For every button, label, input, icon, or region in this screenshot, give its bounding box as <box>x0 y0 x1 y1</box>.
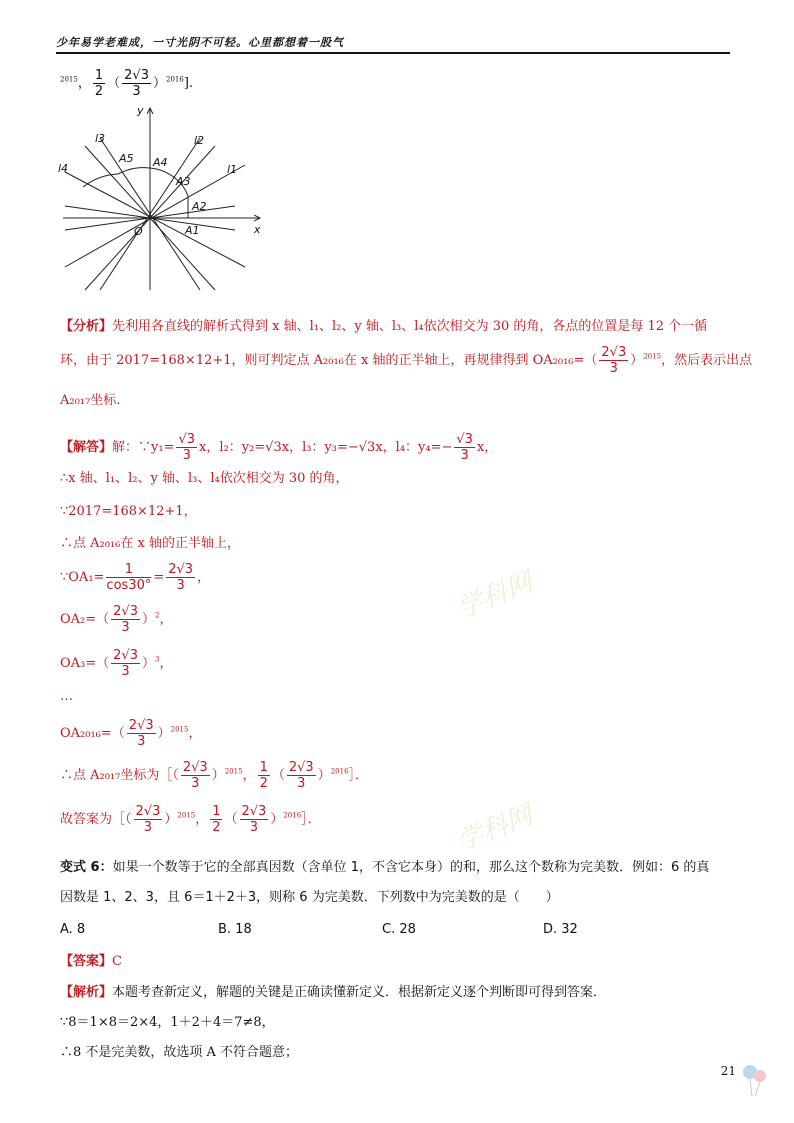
sol-text: ， <box>197 570 211 585</box>
label-l2: l2 <box>194 134 205 147</box>
analysis-line-2 <box>60 345 752 376</box>
page-header: 少年易学老难成，一寸光阴不可轻。心里都想着一股气 <box>56 36 730 54</box>
sol-text: 故答案为［（ <box>60 812 132 827</box>
solution-line-6 <box>60 604 172 635</box>
explain-text: 本题考查新定义，解题的关键是正确读懂新定义．根据新定义逐个判断即可得到答案． <box>112 985 607 1000</box>
label-y: y <box>137 104 144 117</box>
fraction-2sqrt3-over-3: $\frac{2√3}{3}$ <box>135 804 161 835</box>
label-l1: l1 <box>227 163 238 176</box>
solution-line-8: … <box>60 689 73 704</box>
analysis-text-1: 先利用各直线的解析式得到 x 轴、l₁、l₂、y 轴、l₃、l₄依次相交为 30 的角，各点的位置是每 12 个一循 <box>112 319 708 334</box>
label-A1: A1 <box>185 224 200 237</box>
fraction-2sqrt3-over-3: $\frac{2√3}{3}$ <box>113 648 138 679</box>
top-fragment: $^{2015}$， $\frac{1}{2}$ （ $\frac{2√3}{3}$ ）$^{2016}$]. <box>60 68 194 99</box>
line-l1 <box>65 165 245 267</box>
label-l4: l4 <box>58 162 69 175</box>
line-l4 <box>65 172 245 267</box>
lparen: （ <box>224 812 238 827</box>
solution-line-7 <box>60 648 172 679</box>
sol-text: OA₂=（ <box>60 612 110 627</box>
sol-text: ∵OA₁= <box>60 570 105 585</box>
exponent: 2015 <box>643 352 662 361</box>
rparen: ） <box>141 656 155 671</box>
solution-line-4: ∴点 A₂₀₁₆在 x 轴的正半轴上， <box>60 536 240 551</box>
answer-tag: 【答案】 <box>60 954 113 969</box>
fraction-sqrt3-over-3: $\frac{√3}{3}$ <box>456 432 473 463</box>
exponent: 2015 <box>177 811 196 820</box>
comma: ， <box>242 768 256 783</box>
sol-text: ］． <box>348 768 369 783</box>
fraction-half: $\frac{1}{2}$ <box>94 68 104 99</box>
rparen: ） <box>164 812 178 827</box>
label-A3: A3 <box>176 175 191 188</box>
coordinate-figure <box>55 100 270 295</box>
solution-line-2: ∴x 轴、l₁、l₂、y 轴、l₃、l₄依次相交为 30 的角， <box>60 471 349 486</box>
explain-line-1 <box>60 984 606 1002</box>
fraction-2sqrt3-over-3: $\frac{2√3}{3}$ <box>113 604 138 635</box>
sol-text: OA₃=（ <box>60 656 110 671</box>
sol-text: 解：∵y₁= <box>112 440 175 455</box>
explain-line-2: ∵8＝1×8＝2×4，1＋2＋4＝7≠8， <box>60 1015 275 1030</box>
fraction-1-over-cos30: $\frac{1}{\cos 30^\circ}$ <box>106 562 152 593</box>
fraction-2sqrt3-over-3: $\frac{2√3}{3}$ <box>168 562 194 593</box>
fraction-2sqrt3-over-3: $\frac{2√3}{3}$ <box>128 718 154 749</box>
tail-text: ]. <box>183 76 194 91</box>
fraction-2sqrt3-over-3: $\frac{2√3}{3}$ <box>182 760 208 791</box>
analysis-line-3: A₂₀₁₇坐标． <box>60 393 130 408</box>
analysis-text-2a: 环，由于 2017=168×12+1，则可判定点 A₂₀₁₆在 x 轴的正半轴上，再规律得到 OA₂₀₁₆=（ <box>60 353 598 368</box>
sol-text: OA₂₀₁₆=（ <box>60 726 125 741</box>
label-A2: A2 <box>192 200 207 213</box>
rparen: ） <box>630 353 644 368</box>
question-text-1: 如果一个数等于它的全部真因数（含单位 1，不含它本身）的和，那么这个数称为完美数．例如：6 的真 <box>112 860 710 875</box>
fraction-2sqrt3-over-3: $\frac{2√3}{3}$ <box>601 345 627 376</box>
solution-line-9 <box>60 718 201 749</box>
label-x: x <box>254 223 261 236</box>
sol-text: ］． <box>301 812 321 827</box>
fraction-sqrt3-over-3: $\frac{√3}{3}$ <box>178 432 196 463</box>
exponent: 2016 <box>283 811 302 820</box>
solution-line-5 <box>60 562 210 593</box>
sol-text: x，l₂：y₂=√3x，l₃：y₃=−√3x，l₄：y₄=− <box>199 440 453 455</box>
solution-line-10 <box>60 760 368 791</box>
answer-line <box>60 953 122 971</box>
analysis-text-2c: ，然后表示出点 <box>661 353 753 368</box>
fraction-2sqrt3-over-3: $\frac{2√3}{3}$ <box>288 760 314 791</box>
comma: ， <box>195 812 209 827</box>
option-b: B. 18 <box>218 922 252 937</box>
option-c: C. 28 <box>382 922 416 937</box>
watermark: 学科网 <box>453 800 537 858</box>
option-a: A. 8 <box>60 922 86 937</box>
label-l3: l3 <box>95 132 106 145</box>
comma: ， <box>188 726 202 741</box>
answer-value: C <box>112 954 122 969</box>
rparen: ） <box>141 612 155 627</box>
exponent: 2015 <box>170 725 189 734</box>
solution-tag: 【解答】 <box>60 440 113 455</box>
sol-text: ∴点 A₂₀₁₇坐标为［（ <box>60 768 179 783</box>
comma: ， <box>159 612 173 627</box>
solution-line-11 <box>60 804 321 835</box>
lparen: （ <box>271 768 285 783</box>
option-d: D. 32 <box>543 922 578 937</box>
sol-text: = <box>153 570 165 585</box>
label-A4: A4 <box>153 156 168 169</box>
analysis-line-1 <box>60 318 707 336</box>
label-origin: O <box>134 225 143 238</box>
sol-text: x， <box>476 440 498 455</box>
solution-line-3: ∵2017=168×12+1， <box>60 504 197 519</box>
explain-line-3: ∴8 不是完美数，故选项 A 不符合题意； <box>60 1045 299 1060</box>
exponent: 2016 <box>165 75 184 84</box>
question-tag: 变式 6： <box>60 860 113 875</box>
question-line-2: 因数是 1、2、3，且 6＝1＋2＋3，则称 6 为完美数．下列数中为完美数的是（ ） <box>60 890 559 905</box>
exponent: 3 <box>155 655 160 664</box>
label-A5: A5 <box>119 152 134 165</box>
analysis-tag: 【分析】 <box>60 319 113 334</box>
watermark: 学科网 <box>453 567 537 625</box>
fraction-half: $\frac{1}{2}$ <box>259 760 268 791</box>
rparen: ） <box>157 726 171 741</box>
balloon-icon <box>740 1062 770 1102</box>
exponent: 2 <box>155 611 160 620</box>
fraction-half: $\frac{1}{2}$ <box>212 804 221 835</box>
fraction-2sqrt3-over-3: $\frac{2√3}{3}$ <box>241 804 267 835</box>
fraction-2sqrt3-over-3: $\frac{2√3}{3}$ <box>124 68 149 99</box>
exponent: 2016 <box>330 767 349 776</box>
exponent: 2015 <box>224 767 243 776</box>
page-number: 21 <box>720 1064 736 1078</box>
rparen: ） <box>317 768 331 783</box>
explain-tag: 【解析】 <box>60 985 113 1000</box>
exponent: 2015 <box>60 75 78 84</box>
solution-line-1 <box>60 432 497 463</box>
question-line-1 <box>60 859 709 877</box>
rparen: ） <box>270 812 284 827</box>
comma: ， <box>159 656 173 671</box>
rparen: ） <box>211 768 225 783</box>
